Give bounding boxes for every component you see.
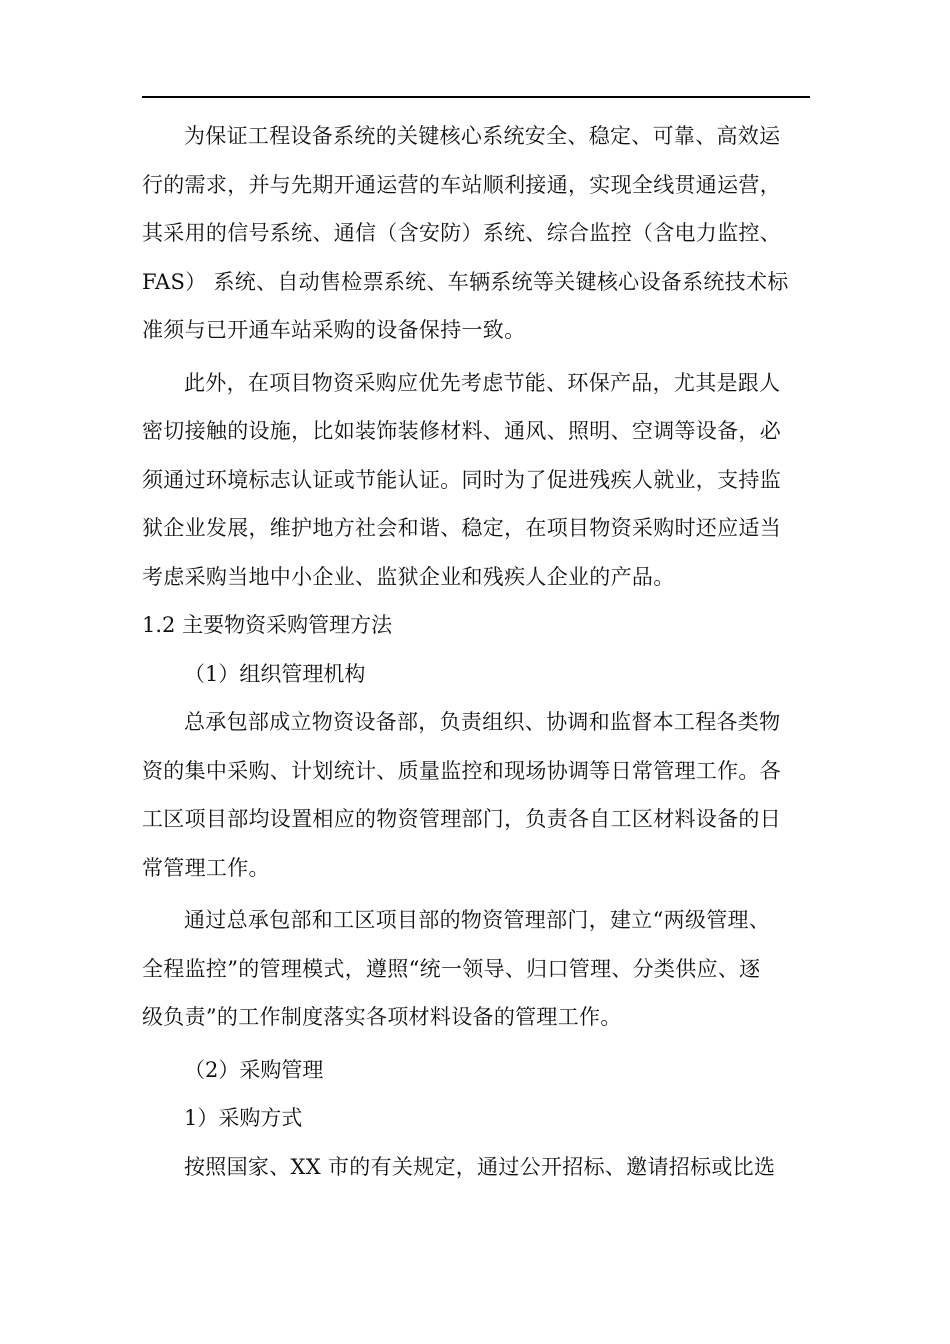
text-line: 密切接触的设施，比如装饰装修材料、通风、照明、空调等设备，必: [142, 419, 781, 443]
text-line: 常管理工作。: [142, 855, 270, 880]
section-heading: 1.2 主要物资采购管理方法: [142, 613, 393, 637]
paragraph-equipment-consistency: [142, 112, 810, 355]
document-body: [142, 112, 810, 1191]
subheading-organization: （1）组织管理机构: [184, 661, 366, 686]
text-line: 准须与已开通车站采购的设备保持一致。: [142, 318, 526, 342]
text-line: 级负责”的工作制度落实各项材料设备的管理工作。: [142, 1005, 622, 1029]
paragraph-green-procurement: [142, 359, 810, 602]
subheading-procurement: （2）采购管理: [184, 1057, 324, 1082]
header-rule: [142, 96, 810, 98]
paragraph-procurement-method: [142, 1143, 810, 1192]
text-line: 通过总承包部和工区项目部的物资管理部门，建立“两级管理、: [184, 908, 771, 932]
text-line: 须通过环境标志认证或节能认证。同时为了促进残疾人就业，支持监: [142, 467, 781, 492]
text-line: 资的集中采购、计划统计、质量监控和现场协调等日常管理工作。各: [142, 758, 781, 783]
text-line: 考虑采购当地中小企业、监狱企业和残疾人企业的产品。: [142, 564, 675, 589]
paragraph-management-mode: [142, 896, 810, 1042]
text-line: FAS） 系统、自动售检票系统、车辆系统等关键核心设备系统技术标: [142, 269, 789, 294]
text-line: 其采用的信号系统、通信（含安防）系统、综合监控（含电力监控、: [142, 221, 781, 245]
paragraph-organization: [142, 698, 810, 892]
text-line: 行的需求，并与先期开通运营的车站顺利接通，实现全线贯通运营，: [142, 172, 781, 197]
text-line: 总承包部成立物资设备部，负责组织、协调和监督本工程各类物: [184, 710, 781, 734]
text-line: 此外，在项目物资采购应优先考虑节能、环保产品，尤其是跟人: [184, 370, 781, 395]
subheading-procurement-method: 1）采购方式: [184, 1106, 303, 1130]
text-line: 为保证工程设备系统的关键核心系统安全、稳定、可靠、高效运: [184, 124, 781, 148]
text-line: 全程监控”的管理模式，遵照“统一领导、归口管理、分类供应、逐: [142, 956, 761, 981]
text-line: 按照国家、XX 市的有关规定，通过公开招标、邀请招标或比选: [184, 1154, 776, 1179]
text-line: 狱企业发展，维护地方社会和谐、稳定，在项目物资采购时还应适当: [142, 516, 781, 540]
text-line: 工区项目部均设置相应的物资管理部门，负责各自工区材料设备的日: [142, 807, 781, 831]
